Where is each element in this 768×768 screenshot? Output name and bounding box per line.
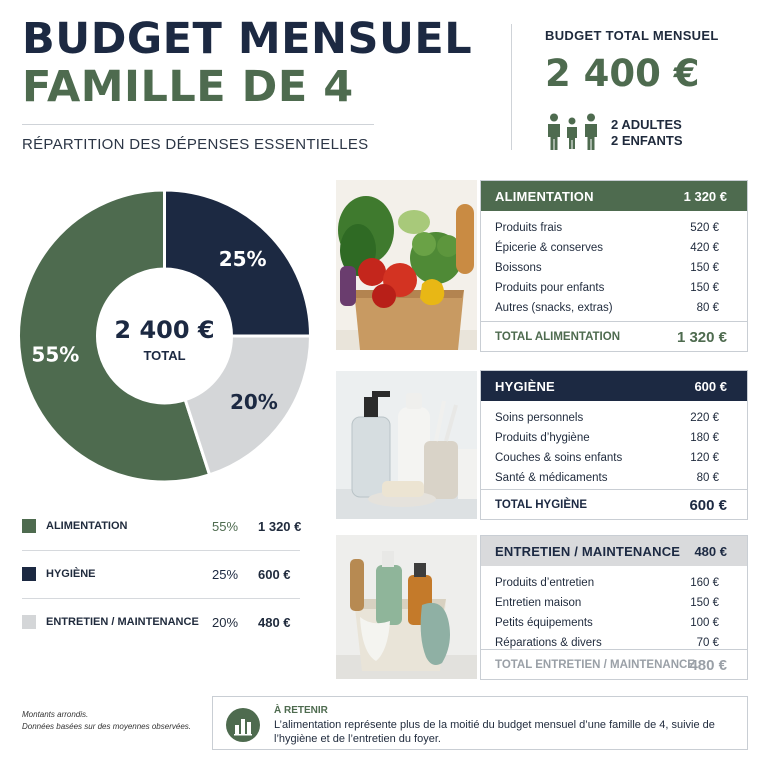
item-name: Petits équipements <box>495 617 593 629</box>
card-line-item <box>481 594 747 614</box>
card-line-item <box>481 219 747 239</box>
item-amount: 100 € <box>690 617 719 629</box>
hygiene-photo <box>336 371 477 519</box>
legend-name: ENTRETIEN / MAINTENANCE <box>46 616 199 628</box>
legend-name: ALIMENTATION <box>46 520 128 532</box>
card-header <box>481 536 747 566</box>
cleaning-supplies-photo <box>336 535 477 679</box>
family-composition <box>611 117 683 149</box>
donut-label-hygiene: 25% <box>218 246 267 271</box>
legend-amount: 480 € <box>258 615 291 630</box>
card-total-row <box>481 649 747 679</box>
page-title-line1: BUDGET MENSUEL <box>22 14 473 64</box>
legend-percent: 20% <box>212 615 239 630</box>
title-divider <box>22 124 374 125</box>
card-total-label: TOTAL ALIMENTATION <box>495 331 620 343</box>
children-count: 2 ENFANTS <box>611 133 683 148</box>
legend-swatch <box>22 615 36 629</box>
item-name: Réparations & divers <box>495 637 602 649</box>
item-amount: 150 € <box>690 262 719 274</box>
card-line-item <box>481 239 747 259</box>
item-amount: 180 € <box>690 432 719 444</box>
card-total-label: TOTAL HYGIÈNE <box>495 499 588 511</box>
item-amount: 70 € <box>696 637 719 649</box>
card-category-name: ENTRETIEN / MAINTENANCE <box>495 544 681 559</box>
card-hygiene <box>480 370 748 520</box>
card-total-label: TOTAL ENTRETIEN / MAINTENANCE <box>495 659 695 671</box>
card-category-amount: 1 320 € <box>683 189 727 204</box>
takeaway-text: L’alimentation représente plus de la moitié du budget mensuel d’une famille de 4, suivie de l’hygiène et de l’entretien du foyer. <box>274 719 715 745</box>
page-title-line2: FAMILLE DE 4 <box>22 62 354 112</box>
item-name: Produits d’hygiène <box>495 432 590 444</box>
legend-name: HYGIÈNE <box>46 568 96 580</box>
legend-row <box>22 564 300 586</box>
budget-donut-chart <box>16 186 313 486</box>
groceries-photo <box>336 180 477 350</box>
item-name: Produits pour enfants <box>495 282 605 294</box>
total-budget-label: BUDGET TOTAL MENSUEL <box>545 28 719 43</box>
header-vertical-divider <box>511 24 512 150</box>
card-items <box>481 401 747 489</box>
legend-row <box>22 516 300 538</box>
item-name: Épicerie & conserves <box>495 242 604 254</box>
item-amount: 120 € <box>690 452 719 464</box>
donut-center-value: 2 400 € <box>114 316 215 344</box>
key-takeaway-box <box>212 696 748 750</box>
footnote <box>22 709 191 733</box>
footnote-line2: Données basées sur des moyennes observées. <box>22 722 191 731</box>
legend-divider <box>22 598 300 599</box>
footnote-line1: Montants arrondis. <box>22 710 89 719</box>
card-line-item <box>481 279 747 299</box>
card-line-item <box>481 449 747 469</box>
card-category-amount: 480 € <box>694 544 727 559</box>
total-budget-value: 2 400 € <box>545 52 700 95</box>
legend-swatch <box>22 519 36 533</box>
card-total-amount: 600 € <box>689 497 727 514</box>
item-name: Santé & médicaments <box>495 472 608 484</box>
donut-center-label: TOTAL <box>143 348 186 363</box>
legend-percent: 25% <box>212 567 239 582</box>
card-entretien <box>480 535 748 680</box>
legend-amount: 1 320 € <box>258 519 302 534</box>
item-amount: 80 € <box>696 302 719 314</box>
card-header <box>481 371 747 401</box>
card-line-item <box>481 574 747 594</box>
takeaway-title: À RETENIR <box>274 705 328 716</box>
item-amount: 520 € <box>690 222 719 234</box>
item-amount: 150 € <box>690 597 719 609</box>
donut-label-alimentation: 55% <box>31 342 80 367</box>
adults-count: 2 ADULTES <box>611 117 682 132</box>
family-icon <box>545 113 601 151</box>
item-name: Produits d’entretien <box>495 577 595 589</box>
legend-divider <box>22 550 300 551</box>
legend-amount: 600 € <box>258 567 291 582</box>
bar-chart-icon <box>226 708 260 742</box>
card-category-name: ALIMENTATION <box>495 189 594 204</box>
item-amount: 220 € <box>690 412 719 424</box>
item-amount: 80 € <box>696 472 719 484</box>
card-header <box>481 181 747 211</box>
item-name: Boissons <box>495 262 542 274</box>
legend-swatch <box>22 567 36 581</box>
card-line-item <box>481 259 747 279</box>
item-name: Autres (snacks, extras) <box>495 302 613 314</box>
card-alimentation <box>480 180 748 352</box>
item-name: Couches & soins enfants <box>495 452 623 464</box>
card-line-item <box>481 429 747 449</box>
page-subtitle: RÉPARTITION DES DÉPENSES ESSENTIELLES <box>22 136 369 153</box>
item-name: Produits frais <box>495 222 563 234</box>
card-line-item <box>481 469 747 489</box>
card-total-amount: 1 320 € <box>676 329 727 346</box>
item-name: Soins personnels <box>495 412 584 424</box>
item-amount: 160 € <box>690 577 719 589</box>
item-amount: 420 € <box>690 242 719 254</box>
legend-percent: 55% <box>212 519 239 534</box>
card-total-amount: 480 € <box>689 657 727 674</box>
donut-label-entretien: 20% <box>229 389 278 414</box>
legend-row <box>22 612 300 634</box>
card-line-item <box>481 614 747 634</box>
card-category-amount: 600 € <box>694 379 727 394</box>
item-amount: 150 € <box>690 282 719 294</box>
card-total-row <box>481 321 747 351</box>
card-total-row <box>481 489 747 519</box>
card-items <box>481 566 747 654</box>
card-category-name: HYGIÈNE <box>495 379 555 394</box>
item-name: Entretien maison <box>495 597 582 609</box>
card-line-item <box>481 299 747 319</box>
card-items <box>481 211 747 319</box>
card-line-item <box>481 409 747 429</box>
